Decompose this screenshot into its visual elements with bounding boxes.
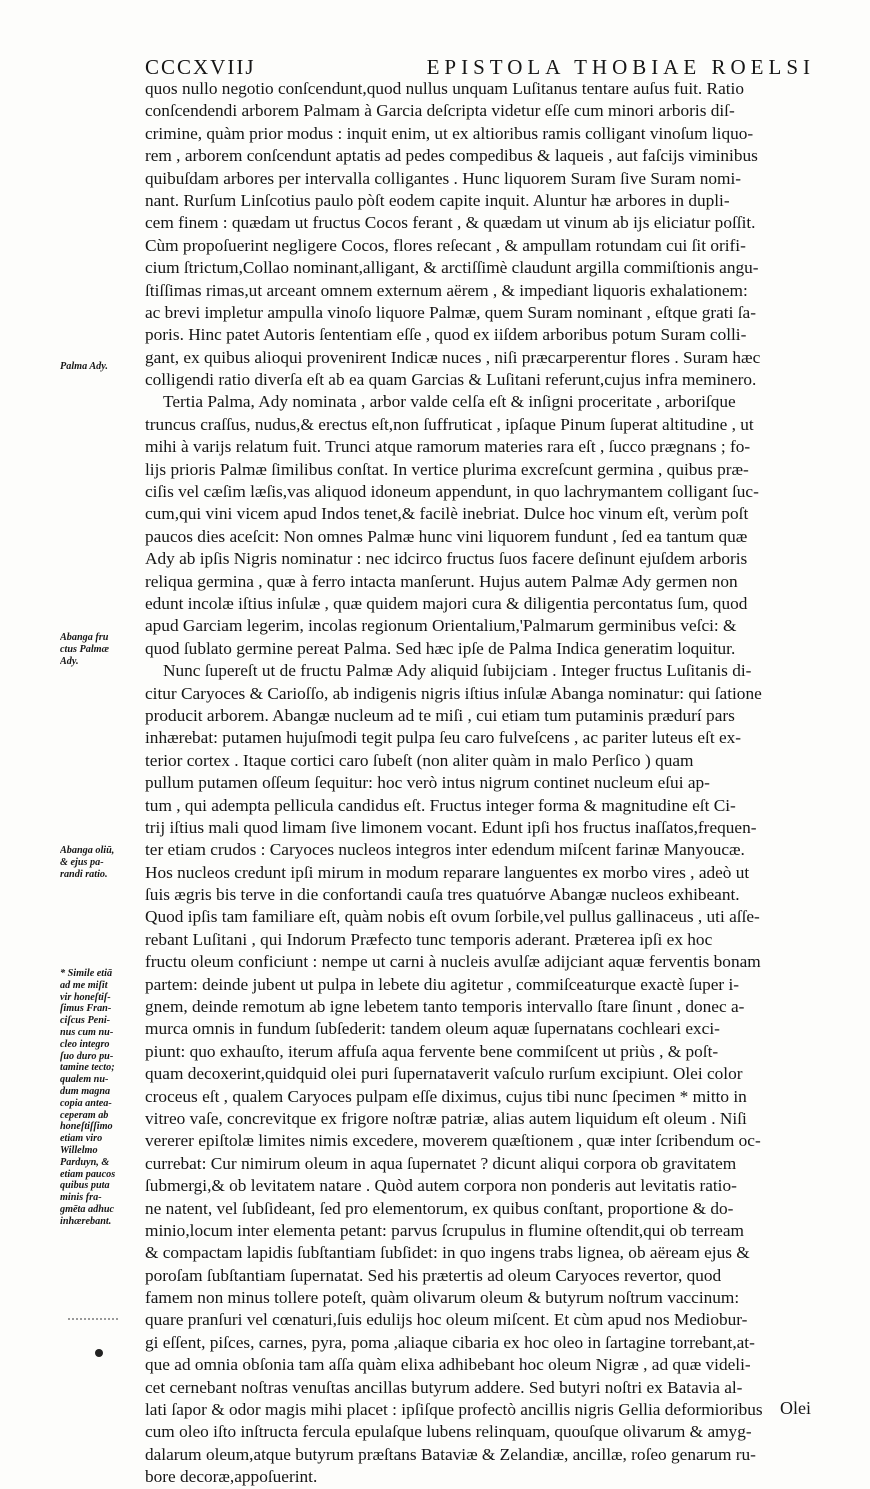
marginal-note-line: ceperam ab <box>60 1109 109 1121</box>
text-line: terior cortex . Itaque cortici caro ſubeſt (non aliter quàm in malo Perſico ) quam <box>145 750 694 770</box>
text-line: croceus eſt , qualem Caryoces pulpam eſſe diximus, cujus tibi nunc ſpecimen * mitto in <box>145 1086 747 1106</box>
text-line: cium ſtrictum,Collao nominant,alligant, & arctiſſimè claudunt argilla commiſtionis angu- <box>145 258 759 278</box>
text-line: Hos nucleos credunt ipſi mirum in modum reparare languentes ex morbo vires , adeò ut <box>145 862 750 882</box>
marginal-note-line: ſuo duro pu- <box>60 1050 114 1062</box>
marginal-note-line: etiam viro <box>60 1133 103 1145</box>
text-line: citur Caryoces & Carioſſo, ab indigenis nigris iſtius inſulæ Abanga nominatur: qui ſatione <box>145 683 762 703</box>
text-line: producit arborem. Abangæ nucleum ad te miſi , cui etiam tum putaminis prædurí pars <box>145 705 735 725</box>
text-line: Ady ab ipſis Nigris nominatur : nec idcirco fructus ſuos facere deſinunt ejuſdem arboris <box>145 549 748 569</box>
text-line: poroſam ſubſtantiam ſupernatat. Sed his prætertis ad oleum Caryoces revertor, quod <box>145 1265 722 1285</box>
text-line: gi eſſent, piſces, carnes, pyra, poma ,aliaque cibaria ex hoc oleo in ſartagine torrebant,at- <box>145 1332 755 1352</box>
text-line: quam decoxerint,quidquid olei puri ſupernataverit vaſculo rurſum excipiunt. Olei color <box>145 1064 743 1084</box>
ink-speck <box>95 1349 103 1357</box>
marginal-note-line: * Simile etiā <box>60 968 113 979</box>
text-line: quare pranſuri vel cœnaturi,ſuis edulijs hoc oleum miſcent. Et cùm apud nos Mediobur- <box>145 1310 748 1330</box>
body-text <box>145 78 825 1489</box>
text-line: ſuis ægris bis terve in die confortandi cauſa tres quatuórve Abangæ nucleos exhibeant. <box>145 885 740 905</box>
text-line: cum oleo iſto inſtructa fercula epulaſque lubens relinquam, quouſque olivarum & amyg- <box>145 1422 752 1442</box>
marginal-note-line: Willelmo <box>60 1144 98 1156</box>
text-line: ſubmergi,& ob levitatem natare . Quòd autem corpora non ponderis aut levitatis ratio- <box>145 1176 737 1196</box>
marginal-note-simile <box>60 968 142 1228</box>
text-line: vererer epiſtolæ limites nimis excedere, moverem quæſtionem , quæ inter ſcribendum oc- <box>145 1131 761 1151</box>
text-line: pullum putamen oſſeum ſequitur: hoc verò intus nigrum continet nucleum eſui ap- <box>145 773 710 793</box>
text-line: Quod ipſis tam familiare eſt, quàm nobis eſt ovum ſorbile,vel pullus gallinaceus , uti aſſe- <box>145 907 760 927</box>
text-line: ciſis vel cæſim læſis,vas aliquod idoneum appendunt, in quo lachrymantem colligant ſuc- <box>145 482 759 502</box>
marginal-note-line: ad me miſit <box>60 979 108 991</box>
marginal-note-line: copia antea- <box>60 1097 112 1109</box>
marginal-note-line: Abanga oliū, <box>60 845 115 856</box>
text-line: paucos dies aceſcit: Non omnes Palmæ hunc vini liquorem fundunt , ſed ea tantum quæ <box>145 526 748 546</box>
marginal-note-line: Parduyn, & <box>60 1156 110 1168</box>
marginal-note-line: nus cum nu- <box>60 1026 114 1038</box>
text-line: Nunc ſupereſt ut de fructu Palmæ Ady aliquid ſubijciam . Integer fructus Luſitanis di- <box>163 661 752 681</box>
marginal-note-line: ciſcus Peni- <box>60 1015 111 1027</box>
text-line: ac brevi impletur ampulla vinoſo liquore Palmæ, quem Suram nominant , eſtque grati ſa- <box>145 302 756 322</box>
text-line: quibuſdam arbores per intervalla colligantes . Hunc liquorem Suram ſive Suram nomi- <box>145 168 742 188</box>
text-line: inhærebat: putamen hujuſmodi tegit pulpa ſeu caro fulveſcens , ac pariter luteus eſt ex- <box>145 728 742 748</box>
marginal-note-line: cleo integro <box>60 1038 110 1050</box>
marginal-note-abanga-fructus <box>60 632 142 667</box>
text-line: gnem, deinde remotum ab igne lebetem tanto temporis intervallo ſtare ſinunt , donec a- <box>145 997 745 1017</box>
text-line: tum , qui adempta pellicula candidus eſt. Fructus integer forma & magnitudine eſt Ci- <box>145 795 736 815</box>
text-line: que ad omnia obſonia tam aſſa quàm elixa adhibebant hoc oleum Nigræ , ad quæ videli- <box>145 1355 751 1375</box>
text-line: minio,locum inter elementa petant: parvus ſcrupulus in flumine oſtendit,qui ob terream <box>145 1220 744 1240</box>
text-line: ter etiam crudos : Caryoces nucleos integros inter edendum miſcent farinæ Manyoucæ. <box>145 840 745 860</box>
marginal-note-line: etiam paucos <box>60 1168 116 1180</box>
marginal-note-palma-ady <box>60 361 142 373</box>
marginal-note-line: randi ratio. <box>60 868 108 880</box>
marginal-note-line: honeſtiſſimo <box>60 1121 113 1133</box>
marginal-note-line: Abanga fru <box>60 632 109 643</box>
text-line: trij iſtius mali quod limam ſive limonem vocant. Edunt ipſi hos fructus inaſſatos,frequen- <box>145 817 757 837</box>
marginal-note-line: ſimus Fran- <box>60 1003 112 1015</box>
text-line: piunt: quo exhauſto, iterum affuſa aqua fervente bene commiſcent ut priùs , & poſt- <box>145 1041 719 1061</box>
marginal-note-line: tamine tecto; <box>60 1062 115 1074</box>
text-line: rebant Luſitani , qui Indorum Præfecto tunc temporis aderant. Præterea ipſi ex hoc <box>145 929 713 949</box>
text-line: Tertia Palma, Ady nominata , arbor valde celſa eſt & inſigni proceritate , arboriſque <box>163 392 736 412</box>
text-line: poris. Hinc patet Autoris ſententiam eſſe , quod ex iiſdem arboribus potum Suram colli- <box>145 325 747 345</box>
marginal-note-line: vir honeſtiſ- <box>60 991 111 1003</box>
text-line: lijs prioris Palmæ ſimilibus conſtat. In vertice plurima excreſcunt germina , quibus præ- <box>145 459 749 479</box>
text-line: rem , arborem conſcendunt aptatis ad pedes compedibus & laqueis , aut faſcijs viminibus <box>145 146 758 166</box>
text-line: fructu oleum conficiunt : nempe ut carni à nucleis avulſæ adijciant aquæ ferventis bonam <box>145 952 761 972</box>
text-line: famem non minus tollere poteſt, quàm olivarum oleum & butyrum noſtrum vaccinum: <box>145 1288 740 1308</box>
text-line: cet cernebant noſtras venuſtas ancillas butyrum addere. Sed butyri noſtri ex Batavia al- <box>145 1377 743 1397</box>
text-line: conſcendendi arborem Palmam à Garcia deſcripta videtur eſſe cum minori arboris diſ- <box>145 101 735 121</box>
marginal-note-abanga-oleum <box>60 845 142 880</box>
text-line: murca omnis in fundum ſubſederit: tandem oleum aquæ ſupernatans cochleari exci- <box>145 1019 720 1039</box>
text-line: truncus craſſus, nudus,& erectus eſt,non ſuffruticat , ipſaque Pinum ſuperat altitudine , ut <box>145 414 754 434</box>
marginal-note-line: ctus Palmæ <box>60 643 109 655</box>
marginal-note-line: gmēta adhuc <box>60 1203 115 1215</box>
text-line: cum,qui vini vicem apud Indos tenet,& facilè inebriat. Dulce hoc vinum eſt, verùm poſt <box>145 504 749 524</box>
text-line: gant, ex quibus alioqui provenirent Indicæ nuces , niſi præcarperentur flores . Suram hæc <box>145 347 761 367</box>
text-line: dalarum oleum,atque butyrum præſtans Bataviæ & Zelandiæ, ancillæ, roſeo genarum ru- <box>145 1444 756 1464</box>
marginal-note-line: dum magna <box>60 1085 111 1097</box>
text-line: ne natent, vel ſubſideant, ſed pro elementorum, ex quibus conſtant, proportione & do- <box>145 1198 734 1218</box>
text-line: bore decoræ,appoſuerint. <box>145 1467 318 1487</box>
text-line: quos nullo negotio conſcendunt,quod nullus unquam Luſitanus tentare auſus fuit. Ratio <box>145 79 744 98</box>
text-line: quod ſublato germine pereat Palma. Sed hæc ipſe de Palma Indica generatim loquitur. <box>145 638 736 658</box>
catchword: Olei <box>780 1398 811 1418</box>
text-line: ſtiſſimas rimas,ut arceant omnem externum aërem , & impediant liquoris exhalationem: <box>145 280 748 300</box>
text-line: currebat: Cur nimirum oleum in aqua ſupernatet ? dicunt aliqui corpora ob gravitatem <box>145 1153 737 1173</box>
text-line: nant. Rurſum Linſcotius paulo pòſt eodem capite inquit. Aluntur hæ arbores in dupli- <box>145 190 730 210</box>
text-line: crimine, quàm prior modus : inquit enim, ut ex altioribus ramis colligant vinoſum liquo- <box>145 123 754 143</box>
text-line: colligendi ratio diverſa eſt ab ea quam Garcias & Luſitani referunt,cujus infra meminero. <box>145 370 757 390</box>
marginal-note-line: Ady. <box>60 655 79 667</box>
text-line: apud Garciam legerim, incolas regionum Orientalium,'Palmarum germinibus veſci: & <box>145 616 737 636</box>
text-line: lati ſapor & odor magis mihi placet : ipſiſque profectò ancillis nigris Gellia deformioribus <box>145 1400 763 1420</box>
text-line: vitreo vaſe, concrevitque ex frigore noſtræ patriæ, alias autem liquidum eſt oleum . Niſi <box>145 1108 747 1128</box>
marginal-note-line: quibus puta <box>60 1180 110 1192</box>
page-header <box>145 40 825 80</box>
marginal-note-line: Palma Ady. <box>60 361 108 372</box>
text-line: edunt incolæ iſtius inſulæ , quæ quidem majori cura & diligentia percontatus ſum, quod <box>145 593 748 613</box>
margin-ornament <box>68 1318 118 1326</box>
running-title: EPISTOLA THOBIAE ROELSI <box>426 55 815 79</box>
page-number: CCCXVIIJ <box>145 55 256 79</box>
marginal-note-line: minis fra- <box>60 1192 102 1204</box>
marginal-note-line: & ejus pa- <box>60 856 104 868</box>
text-line: & compactam lapidis ſubſtantiam ſubſidet: in quo ingens trabs lignea, ob aëream ejus & <box>145 1243 750 1263</box>
text-line: Cùm propoſuerint negligere Cocos, flores reſecant , & ampullam rotundam cui ſit orifi- <box>145 235 746 255</box>
text-line: mihi à varijs relatum fuit. Trunci atque ramorum materies rara eſt , ſucco prægnans ; fo- <box>145 437 751 457</box>
marginal-note-line: qualem nu- <box>60 1074 109 1086</box>
text-line: partem: deinde jubent ut pulpa in lebete diu agitetur , commiſceaturque exactè ſuper i- <box>145 974 740 994</box>
text-line: cem finem : quædam ut fructus Cocos ferant , & quædam ut vinum ab ijs eliciatur poſſit. <box>145 213 756 233</box>
marginal-note-line: inhærebant. <box>60 1215 112 1227</box>
text-line: reliqua germina , quæ à ferro intacta manſerunt. Hujus autem Palmæ Ady germen non <box>145 571 738 591</box>
